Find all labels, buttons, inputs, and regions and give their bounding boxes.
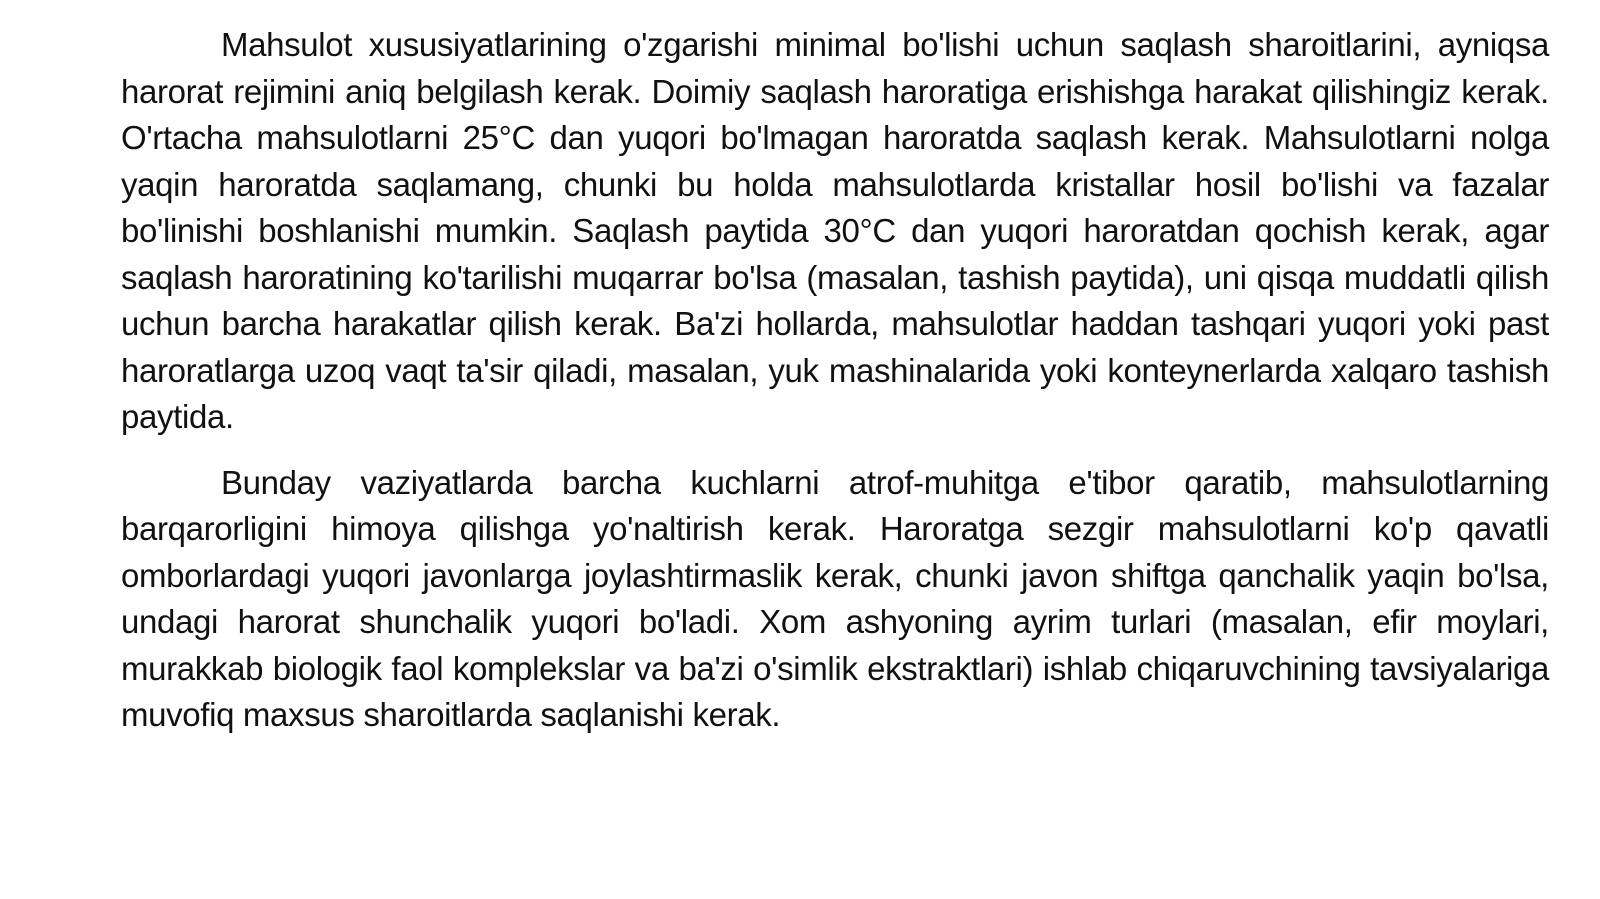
paragraph-storage-conditions: Bunday vaziyatlarda barcha kuchlarni atrof-muhitga e'tibor qaratib, mahsulotlarning barqarorligini himoya qilishga yo'naltirish kerak. Haroratga sezgir mahsulotlarni ko'p qavatli omborlardagi yuqori javonlarga joylashtirmaslik kerak, chunki javon shiftga qanchalik yaqin bo'lsa, undagi harorat shunchalik yuqori bo'ladi. Xom ashyoning ayrim turlari (masalan, efir moylari, murakkab biologik faol komplekslar va ba'zi o'simlik ekstraktlari) ishlab chiqaruvchining tavsiyalariga muvofiq maxsus sharoitlarda saqlanishi kerak.	[121, 463, 1549, 733]
paragraph-storage-temperature: Mahsulot xususiyatlarining o'zgarishi minimal bo'lishi uchun saqlash sharoitlarini, ayniqsa harorat rejimini aniq belgilash kerak. Doimiy saqlash haroratiga erishishga harakat qilishingiz kerak. O'rtacha mahsulotlarni 25°C dan yuqori bo'lmagan haroratda saqlash kerak. Mahsulotlarni nolga yaqin haroratda saqlamang, chunki bu holda mahsulotlarda kristallar hosil bo'lishi va fazalar bo'linishi boshlanishi mumkin. Saqlash paytida 30°C dan yuqori haroratdan qochish kerak, agar saqlash haroratining ko'tarilishi muqarrar bo'lsa (masalan, tashish paytida), uni qisqa muddatli qilish uchun barcha harakatlar qilish kerak. Ba'zi hollarda, mahsulotlar haddan tashqari yuqori yoki past haroratlarga uzoq vaqt ta'sir qiladi, masalan, yuk mashinalarida yoki konteynerlarda xalqaro tashish paytida.	[121, 26, 1549, 435]
document-page	[121, 22, 1549, 739]
